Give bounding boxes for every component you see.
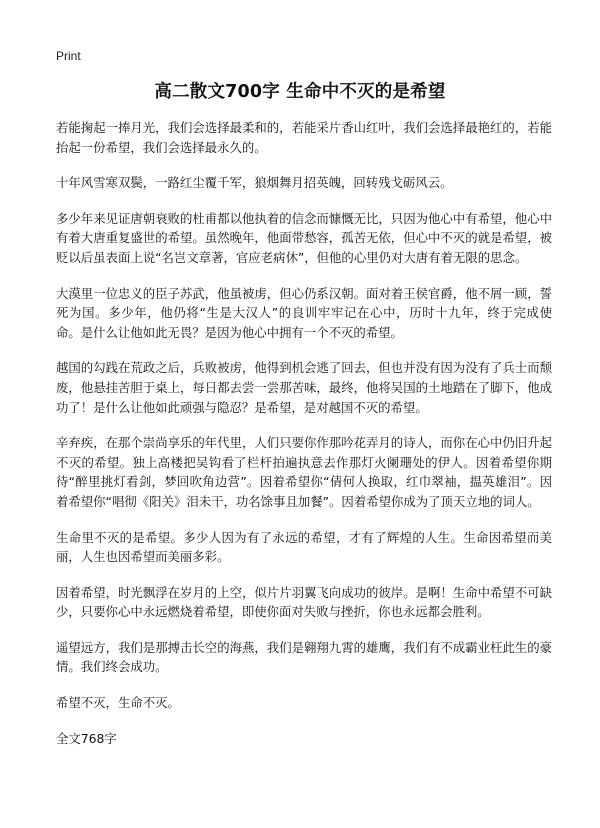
- paragraph-3: 多少年来见证唐朝衰败的杜甫都以他执着的信念而慷慨无比，只因为他心中有希望，他心中有着大唐重复盛世的希望。虽然晚年，他面带愁容，孤苦无依，但心中不灭的就是希望，被贬以后虽表面上说“名岂文章著，官应老病休”，但他的心里仍对大唐有着无限的思念。: [56, 210, 552, 265]
- paragraph-7: 生命里不灭的是希望。多少人因为有了永远的希望，才有了辉煌的人生。生命因希望而美丽，人生也因希望而美丽多彩。: [56, 529, 552, 565]
- paragraph-5: 越国的勾践在荒政之后，兵败被虏，他得到机会逃了回去，但也并没有因为没有了兵士而颓废，他悬挂苦胆于桌上，每日都去尝一尝那苦味，最终，他将吴国的土地踏在了脚下，他成功了！是什么让他如此顽强与隐忍？是希望，是对越国不灭的希望。: [56, 360, 552, 415]
- paragraph-1: 若能掬起一捧月光，我们会选择最柔和的，若能采片香山红叶，我们会选择最艳红的，若能抬起一份希望，我们会选择最永久的。: [56, 120, 552, 155]
- article-title: 高二散文700字 生命中不灭的是希望: [154, 82, 446, 102]
- paragraph-8: 因着希望，时光飘浮在岁月的上空，似片片羽翼飞向成功的彼岸。是啊！生命中希望不可缺少，只要你心中永远燃烧着希望，即使你面对失败与挫折，你也永远都会胜利。: [56, 584, 552, 620]
- print-link[interactable]: Print: [56, 49, 81, 63]
- word-count: 全文768字: [56, 730, 117, 746]
- paragraph-10: 希望不灭，生命不灭。: [56, 695, 180, 711]
- paragraph-6: 辛弃疾，在那个崇尚享乐的年代里，人们只要你作那吟花弄月的诗人，而你在心中仍旧升起不灭的希望。独上高楼把吴钩看了栏杆拍遍执意去作那灯火阑珊处的伊人。因着希望你期待“醉里挑灯看剑，梦回吹角边营”。因着希望你“倩何人换取，红巾翠袖，揾英雄泪”。因着希望你“唱彻《阳关》泪未干，功名馀事且加餐”。因着希望你成为了顶天立地的词人。: [56, 435, 552, 509]
- article-body: [56, 118, 552, 764]
- paragraph-9: 遥望远方，我们是那搏击长空的海燕，我们是翱翔九霄的雄鹰，我们有不成霸业枉此生的豪情。我们终会成功。: [56, 639, 552, 675]
- paragraph-4: 大漠里一位忠义的臣子苏武，他虽被虏，但心仍系汉朝。面对着王侯官爵，他不屑一顾，誓死为国。多少年，他仍将“生是大汉人”的良训牢牢记在心中，历时十九年，终于完成使命。是什么让他如此无畏？是因为他心中拥有一个不灭的希望。: [56, 285, 552, 340]
- paragraph-2: 十年风雪寒双鬓，一路红尘覆千军，狼烟舞月招英魄，回转残戈砺风云。: [56, 175, 453, 191]
